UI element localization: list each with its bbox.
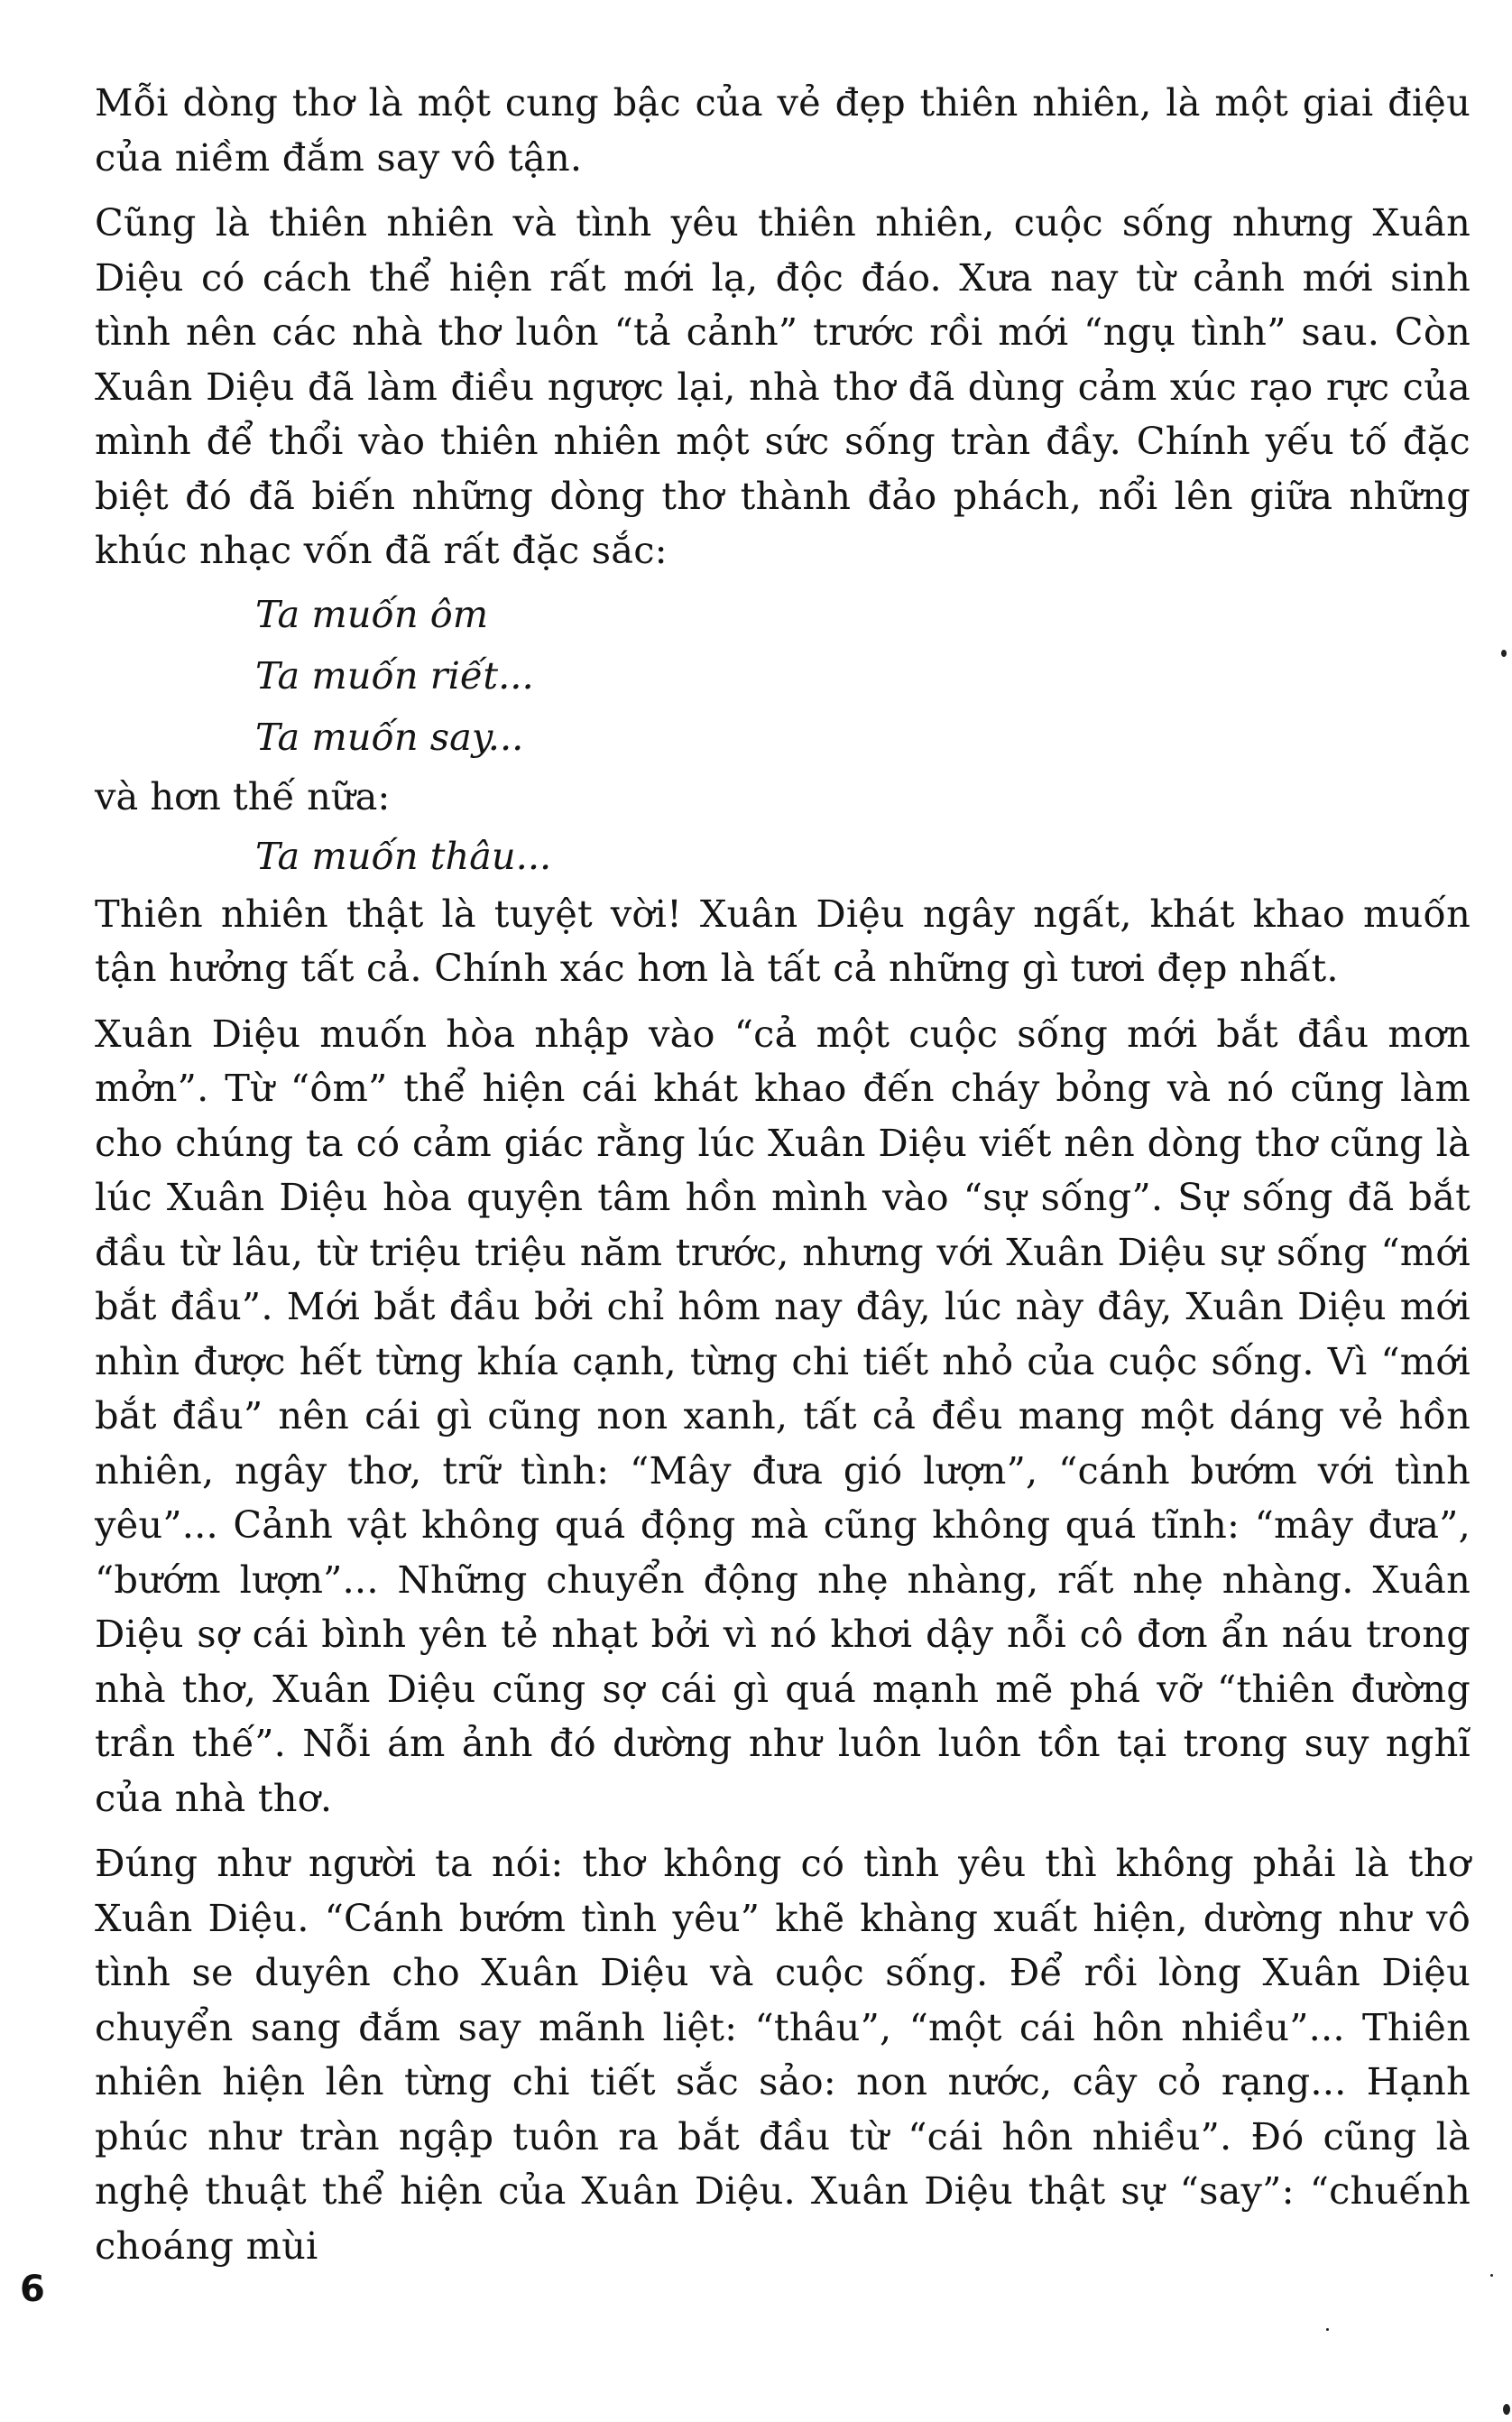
paragraph-3: Thiên nhiên thật là tuyệt vời! Xuân Diệu ngây ngất, khát khao muốn tận hưởng tất cả. Chính xác hơn là tất cả những gì tươi đẹp nhất. (95, 891, 1471, 990)
paragraph-1: Mỗi dòng thơ là một cung bậc của vẻ đẹp thiên nhiên, là một giai điệu của niềm đắm say vô tận. (95, 80, 1471, 180)
scan-speck (1501, 650, 1507, 657)
bridge-line: và hơn thế nữa: (95, 773, 391, 818)
paragraph-4: Xuân Diệu muốn hòa nhập vào “cả một cuộc sống mới bắt đầu mơn mởn”. Từ “ôm” thể hiện cái khát khao đến cháy bỏng và nó cũng làm cho chúng ta có cảm giác rằng lúc Xuân Diệu viết nên dòng thơ cũng là lúc Xuân Diệu hòa quyện tâm hồn mình vào “sự sống”. Sự sống đã bắt đầu từ lâu, từ triệu triệu năm trước, nhưng với Xuân Diệu sự sống “mới bắt đầu”. Mới bắt đầu bởi chỉ hôm nay đây, lúc này đây, Xuân Diệu mới nhìn được hết từng khía cạnh, từng chi tiết nhỏ của cuộc sống. Vì “mới bắt đầu” nên cái gì cũng non xanh, tất cả đều mang một dáng vẻ hồn nhiên, ngây thơ, trữ tình: “Mây đưa gió lượn”, “cánh bướm với tình yêu”... Cảnh vật không quá động mà cũng không quá tĩnh: “mây đưa”, “bướm lượn”... Những chuyển động nhẹ nhàng, rất nhẹ nhàng. Xuân Diệu sợ cái bình yên tẻ nhạt bởi vì nó khơi dậy nỗi cô đơn ẩn náu trong nhà thơ, Xuân Diệu cũng sợ cái gì quá mạnh mẽ phá vỡ “thiên đường trần thế”. Nỗi ám ảnh đó dường như luôn luôn tồn tại trong suy nghĩ của nhà thơ. (95, 1011, 1471, 1820)
verse-line-3: Ta muốn say... (255, 714, 524, 759)
scan-speck (1503, 2404, 1510, 2415)
scan-speck (1326, 2328, 1329, 2331)
verse-line-2: Ta muốn riết... (255, 652, 534, 698)
verse-line-4: Ta muốn thâu... (255, 833, 552, 878)
scan-speck (1490, 2274, 1493, 2277)
paragraph-5: Đúng như người ta nói: thơ không có tình yêu thì không phải là thơ Xuân Diệu. “Cánh bướm tình yêu” khẽ khàng xuất hiện, dường như vô tình se duyên cho Xuân Diệu và cuộc sống. Để rồi lòng Xuân Diệu chuyển sang đắm say mãnh liệt: “thâu”, “một cái hôn nhiều”... Thiên nhiên hiện lên từng chi tiết sắc sảo: non nước, cây cỏ rạng... Hạnh phúc như tràn ngập tuôn ra bắt đầu từ “cái hôn nhiều”. Đó cũng là nghệ thuật thể hiện của Xuân Diệu. Xuân Diệu thật sự “say”: “chuếnh choáng mùi (95, 1841, 1471, 2268)
page-number: 6 (20, 2269, 45, 2310)
paragraph-2: Cũng là thiên nhiên và tình yêu thiên nhiên, cuộc sống nhưng Xuân Diệu có cách thể hiện rất mới lạ, độc đáo. Xưa nay từ cảnh mới sinh tình nên các nhà thơ luôn “tả cảnh” trước rồi mới “ngụ tình” sau. Còn Xuân Diệu đã làm điều ngược lại, nhà thơ đã dùng cảm xúc rạo rực của mình để thổi vào thiên nhiên một sức sống tràn đầy. Chính yếu tố đặc biệt đó đã biến những dòng thơ thành đảo phách, nổi lên giữa những khúc nhạc vốn đã rất đặc sắc: (95, 200, 1471, 572)
verse-line-1: Ta muốn ôm (255, 591, 489, 636)
verse-block-1 (95, 584, 1471, 768)
page-body (95, 76, 1471, 2273)
